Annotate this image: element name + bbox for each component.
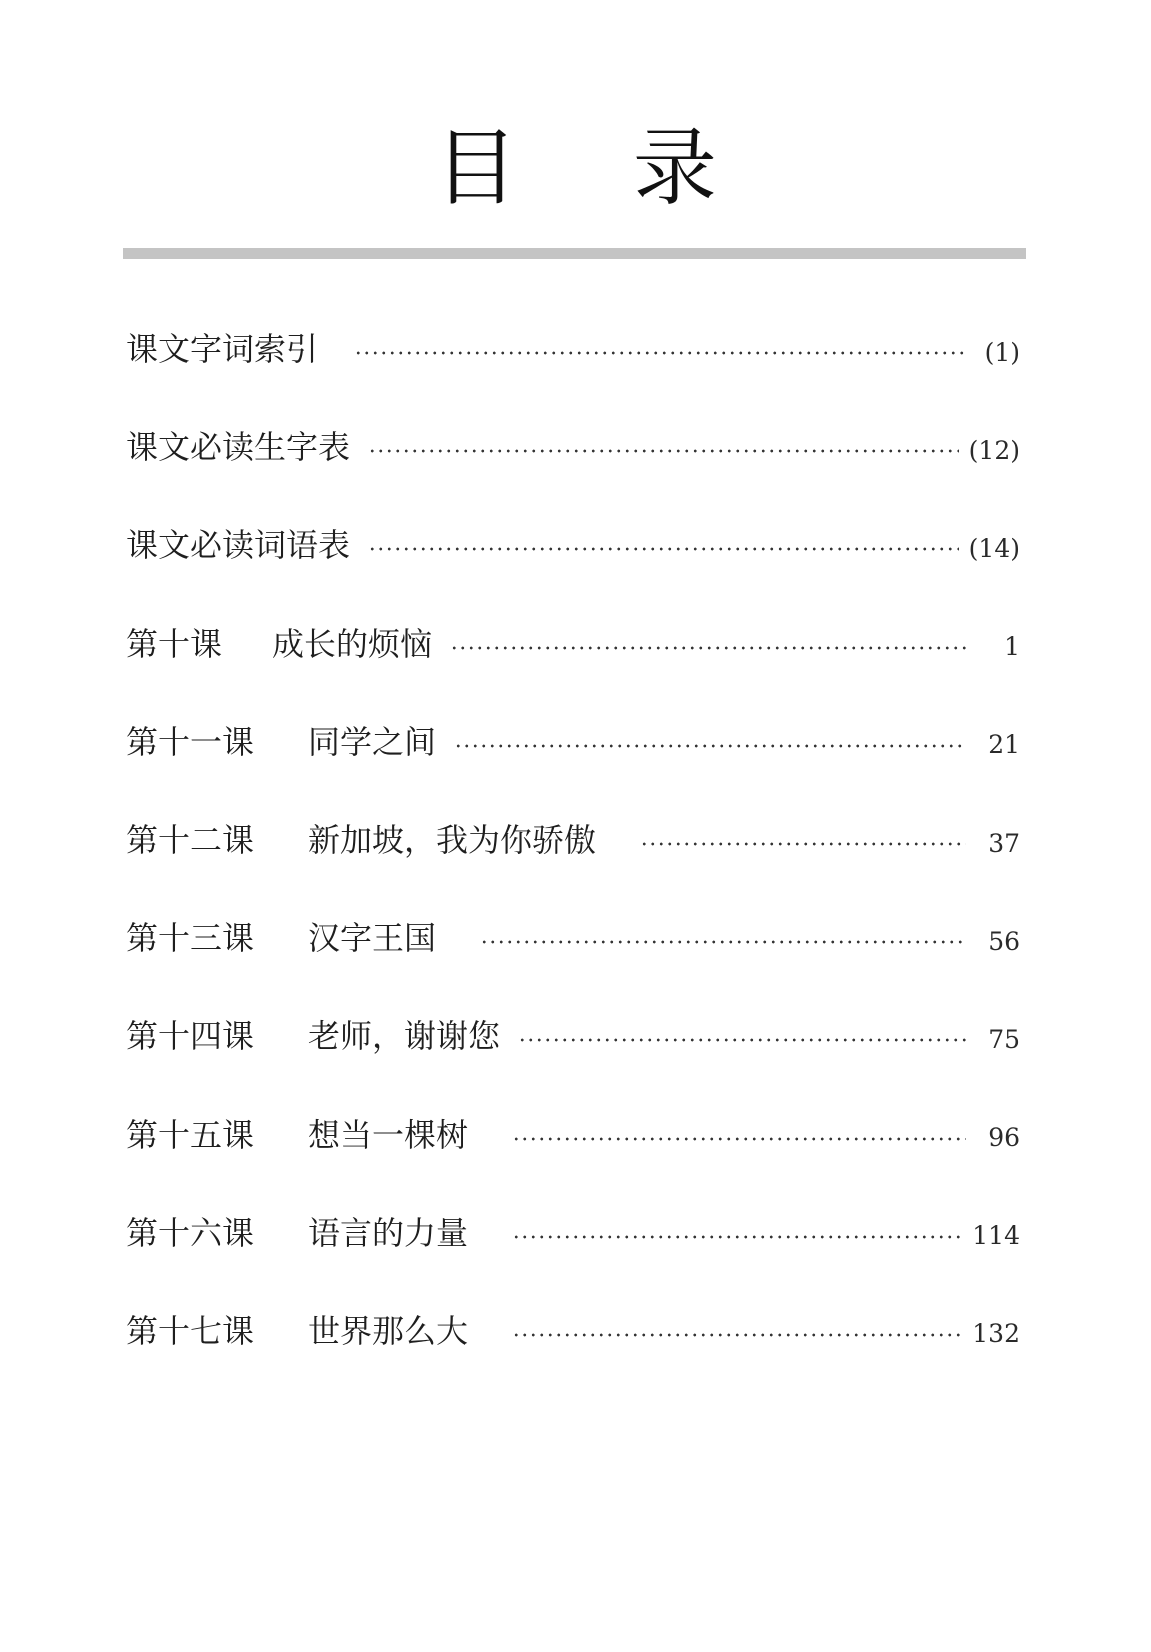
toc-entry-lesson-15[interactable] <box>126 1086 1020 1184</box>
lesson-title: 想当一棵树 <box>308 1115 469 1154</box>
toc-entry-title <box>126 916 436 960</box>
toc-entry-title <box>126 1014 500 1058</box>
toc-page-number: 96 <box>988 1123 1020 1153</box>
toc-entry-title: 课文字词索引 <box>126 330 319 369</box>
dot-leader <box>368 448 959 454</box>
toc-page-number: 56 <box>988 926 1020 956</box>
toc-page-number: 75 <box>988 1024 1020 1054</box>
toc-entry-lesson-13[interactable] <box>126 889 1020 987</box>
dot-leader <box>518 1037 966 1043</box>
toc-page-number: (12) <box>968 435 1020 465</box>
lesson-number: 第十三课 <box>126 919 255 958</box>
toc-page-number: 21 <box>988 730 1020 760</box>
dot-leader <box>480 939 966 945</box>
table-of-contents <box>126 300 1020 1380</box>
lesson-number: 第十四课 <box>126 1017 255 1056</box>
lesson-number: 第十六课 <box>126 1213 255 1252</box>
toc-page-number: 1 <box>1004 632 1020 662</box>
lesson-number: 第十一课 <box>126 722 255 761</box>
lesson-title: 汉字王国 <box>308 919 437 958</box>
dot-leader <box>454 743 966 749</box>
lesson-title: 老师，谢谢您 <box>308 1017 501 1056</box>
toc-entry-lesson-11[interactable] <box>126 693 1020 791</box>
lesson-number: 第十课 <box>126 624 223 663</box>
dot-leader <box>512 1234 962 1240</box>
dot-leader <box>450 645 966 651</box>
lesson-number: 第十五课 <box>126 1115 255 1154</box>
title-divider <box>123 248 1026 259</box>
toc-entry-index[interactable] <box>126 300 1020 398</box>
dot-leader <box>512 1332 962 1338</box>
toc-entry-lesson-14[interactable] <box>126 987 1020 1085</box>
dot-leader <box>368 546 959 552</box>
lesson-number: 第十七课 <box>126 1311 255 1350</box>
lesson-title: 同学之间 <box>308 722 437 761</box>
dot-leader <box>354 350 966 356</box>
toc-page-number: (1) <box>984 337 1020 367</box>
toc-entry-title <box>126 1113 468 1157</box>
toc-entry-title <box>126 622 432 666</box>
dot-leader <box>640 841 966 847</box>
toc-entry-title: 课文必读词语表 <box>126 526 351 565</box>
toc-page-number: 114 <box>972 1221 1020 1251</box>
page-title: 目 录 <box>434 119 761 217</box>
toc-entry-lesson-17[interactable] <box>126 1282 1020 1380</box>
toc-page-number: 132 <box>972 1319 1020 1349</box>
lesson-title: 新加坡，我为你骄傲 <box>308 821 597 860</box>
toc-page-number: 37 <box>988 828 1020 858</box>
lesson-number: 第十二课 <box>126 821 255 860</box>
toc-entry-lesson-12[interactable] <box>126 791 1020 889</box>
lesson-title: 语言的力量 <box>308 1213 469 1252</box>
toc-entry-characters[interactable] <box>126 398 1020 496</box>
lesson-title: 成长的烦恼 <box>272 624 433 663</box>
toc-entry-lesson-16[interactable] <box>126 1184 1020 1282</box>
lesson-title: 世界那么大 <box>308 1311 469 1350</box>
toc-entry-lesson-10[interactable] <box>126 595 1020 693</box>
toc-entry-title <box>126 1211 468 1255</box>
dot-leader <box>512 1136 966 1142</box>
toc-entry-title <box>126 818 596 862</box>
toc-page-number: (14) <box>968 533 1020 563</box>
toc-entry-title <box>126 1309 468 1353</box>
toc-entry-title: 课文必读生字表 <box>126 428 351 467</box>
toc-entry-vocabulary[interactable] <box>126 496 1020 594</box>
toc-entry-title <box>126 720 436 764</box>
